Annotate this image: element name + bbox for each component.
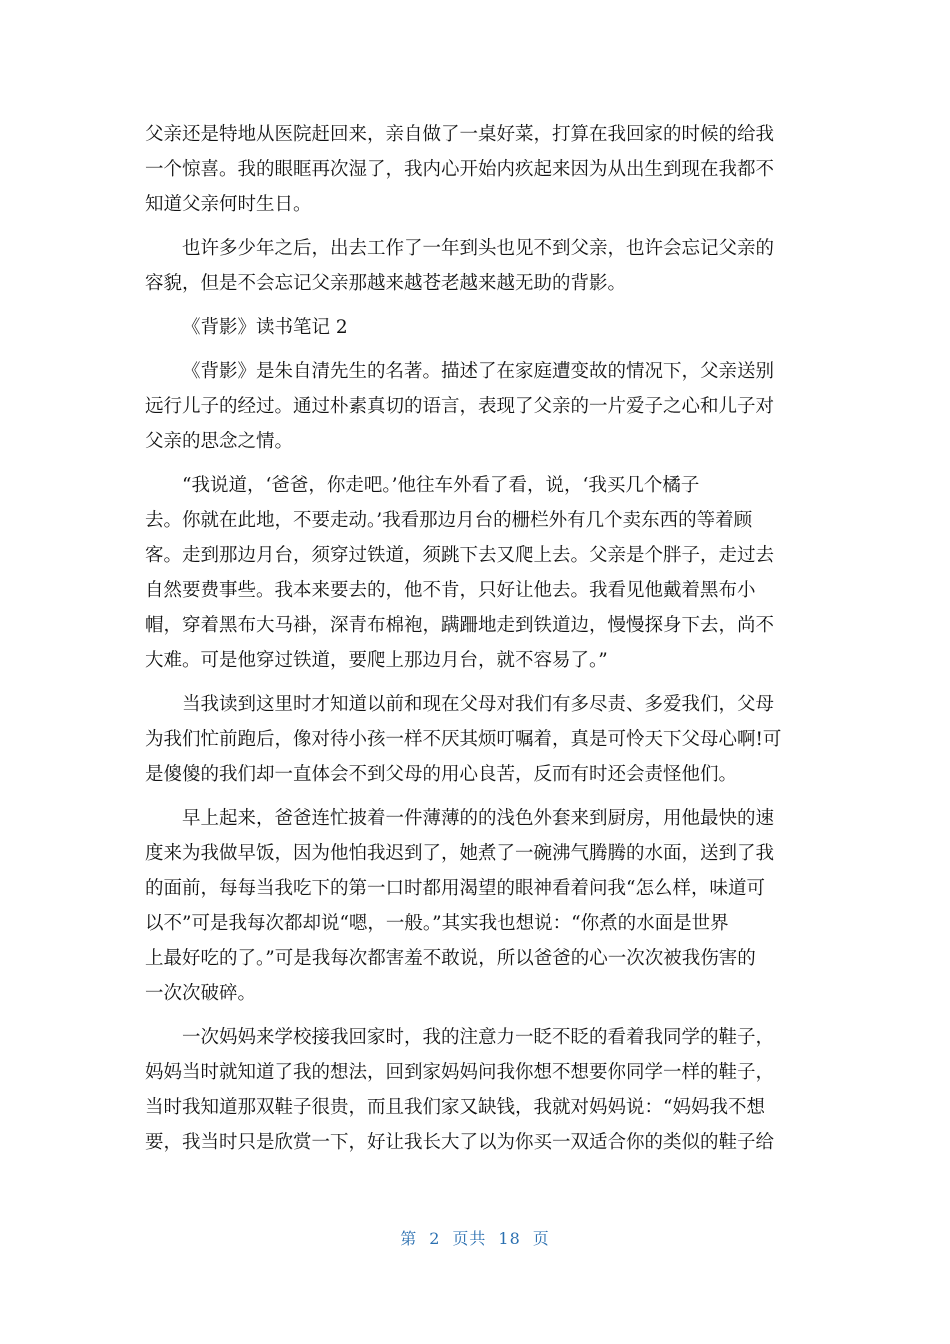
page-label-prefix: 第 — [400, 1229, 418, 1248]
paragraph — [145, 1020, 800, 1160]
text-line: 以不”可是我每次都却说“嗯，一般。”其实我也想说：“你煮的水面是世界 — [145, 913, 729, 934]
page-label-suffix: 页 — [532, 1229, 550, 1248]
quotation-paragraph — [145, 468, 800, 678]
text-line: 当时我知道那双鞋子很贵，而且我们家又缺钱，我就对妈妈说：“妈妈我不想 — [145, 1097, 765, 1118]
page-footer — [0, 1226, 950, 1249]
heading-text: 《背影》读书笔记 2 — [182, 317, 348, 338]
text-line: 客。走到那边月台，须穿过铁道，须跳下去又爬上去。父亲是个胖子，走过去 — [145, 545, 775, 566]
text-line: 父亲的思念之情。 — [145, 431, 294, 452]
text-line: 度来为我做早饭，因为他怕我迟到了，她煮了一碗沸气腾腾的水面，送到了我 — [145, 843, 775, 864]
text-line: 自然要费事些。我本来要去的，他不肯，只好让他去。我看见他戴着黑布小 — [145, 580, 756, 601]
text-line: 去。你就在此地，不要走动。’我看那边月台的栅栏外有几个卖东西的等着顾 — [145, 510, 753, 531]
text-line: 为我们忙前跑后，像对待小孩一样不厌其烦叮嘱着，真是可怜天下父母心啊!可 — [145, 729, 782, 750]
text-line: 是傻傻的我们却一直体会不到父母的用心良苦，反而有时还会责怪他们。 — [145, 764, 738, 785]
text-line: 要，我当时只是欣赏一下，好让我长大了以为你买一双适合你的类似的鞋子给 — [145, 1132, 775, 1153]
text-line: 一次次破碎。 — [145, 983, 257, 1004]
text-line: 一个惊喜。我的眼眶再次湿了，我内心开始内疚起来因为从出生到现在我都不 — [145, 159, 775, 180]
text-line: 知道父亲何时生日。 — [145, 194, 312, 215]
text-line: 大难。可是他穿过铁道，要爬上那边月台，就不容易了。” — [145, 650, 608, 671]
text-line: 当我读到这里时才知道以前和现在父母对我们有多尽责、多爱我们，父母 — [182, 694, 775, 715]
text-line: 早上起来，爸爸连忙披着一件薄薄的的浅色外套来到厨房，用他最快的速 — [182, 808, 775, 829]
text-line: 帽，穿着黑布大马褂，深青布棉袍，蹒跚地走到铁道边，慢慢探身下去，尚不 — [145, 615, 775, 636]
document-body — [145, 117, 800, 1160]
section-heading — [145, 310, 800, 345]
page-label-mid: 页共 — [452, 1229, 487, 1248]
text-line: 容貌，但是不会忘记父亲那越来越苍老越来越无助的背影。 — [145, 273, 627, 294]
paragraph — [145, 231, 800, 301]
paragraph — [145, 117, 800, 222]
paragraph — [145, 801, 800, 1011]
text-line: 一次妈妈来学校接我回家时，我的注意力一眨不眨的看着我同学的鞋子， — [182, 1027, 775, 1048]
text-line: 的面前，每每当我吃下的第一口时都用渴望的眼神看着问我“怎么样，味道可 — [145, 878, 765, 899]
page-number: 2 — [429, 1229, 441, 1248]
paragraph — [145, 354, 800, 459]
total-pages: 18 — [498, 1229, 521, 1248]
text-line: “我说道，‘爸爸，你走吧。’他往车外看了看，说，‘我买几个橘子 — [182, 475, 700, 496]
text-line: 父亲还是特地从医院赶回来，亲自做了一桌好菜，打算在我回家的时候的给我 — [145, 124, 775, 145]
text-line: 也许多少年之后，出去工作了一年到头也见不到父亲，也许会忘记父亲的 — [182, 238, 775, 259]
text-line: 妈妈当时就知道了我的想法，回到家妈妈问我你想不想要你同学一样的鞋子， — [145, 1062, 775, 1083]
paragraph — [145, 687, 800, 792]
text-line: 《背影》是朱自清先生的名著。描述了在家庭遭变故的情况下，父亲送别 — [182, 361, 775, 382]
text-line: 上最好吃的了。”可是我每次都害羞不敢说，所以爸爸的心一次次被我伤害的 — [145, 948, 756, 969]
text-line: 远行儿子的经过。通过朴素真切的语言，表现了父亲的一片爱子之心和儿子对 — [145, 396, 775, 417]
